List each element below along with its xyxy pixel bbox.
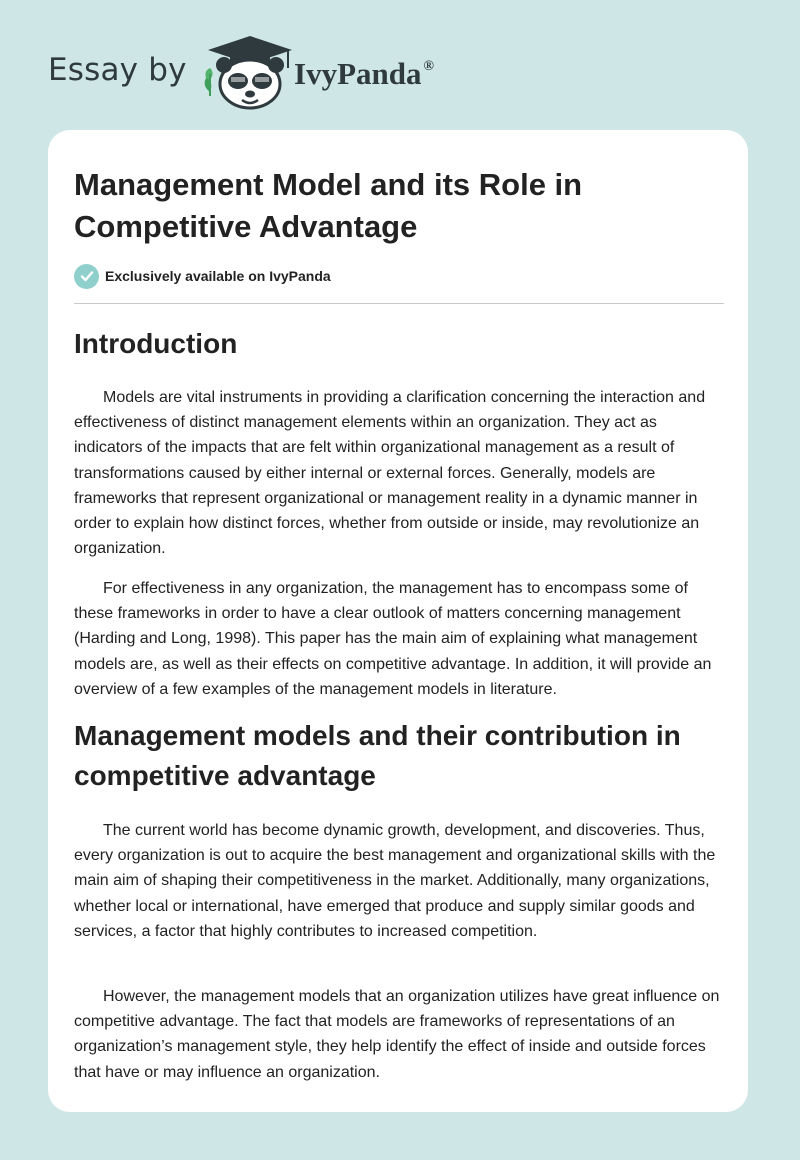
paragraph: The current world has become dynamic growth, development, and discoveries. Thus, every organization is out to acquire the best management and organizational skills with the main aim of shaping their competitiveness in the market. Additionally, many organizations, whether local or international, have emerged that produce and supply similar goods and services, a factor that highly contributes to increased competition. (74, 822, 716, 940)
paragraph: However, the management models that an organization utilizes have great influence on competitive advantage. The fact that models are frameworks of representations of an organization’s management style, they help identify the effect of inside and outside forces that have or may influence an organization. (74, 988, 720, 1081)
brand-name (294, 56, 434, 92)
essay-by-label: Essay by (48, 52, 187, 88)
availability-badge (74, 263, 331, 289)
check-icon (74, 264, 99, 289)
panda-logo-icon[interactable] (200, 34, 300, 110)
article-card (48, 130, 748, 1112)
paragraph: Models are vital instruments in providing a clarification concerning the interaction and effectiveness of distinct management elements within an organization. They act as indicators of the impacts that are felt within organizational management as a result of transformations caused by either internal or external forces. Generally, models are frameworks that represent organizational or management reality in a dynamic manner in order to explain how distinct forces, whether from outside or inside, may revolutionize an organization. (74, 389, 706, 558)
site-header (48, 34, 508, 114)
brand-text: IvyPanda (294, 56, 422, 91)
article-title: Management Model and its Role in Competitive Advantage (74, 167, 583, 244)
registered-mark: ® (423, 59, 434, 74)
section-heading-introduction: Introduction (74, 328, 238, 359)
paragraph: For effectiveness in any organization, the management has to encompass some of these frameworks in order to have a clear outlook of matters concerning management (Harding and Long, 1998). This paper has the main aim of explaining what management models are, as well as their effects on competitive advantage. In addition, it will provide an overview of a few examples of the management models in literature. (74, 580, 712, 698)
availability-text: Exclusively available on IvyPanda (105, 268, 331, 284)
title-divider (74, 303, 724, 304)
section-heading-management-models: Management models and their contribution in competitive advantage (74, 720, 681, 791)
